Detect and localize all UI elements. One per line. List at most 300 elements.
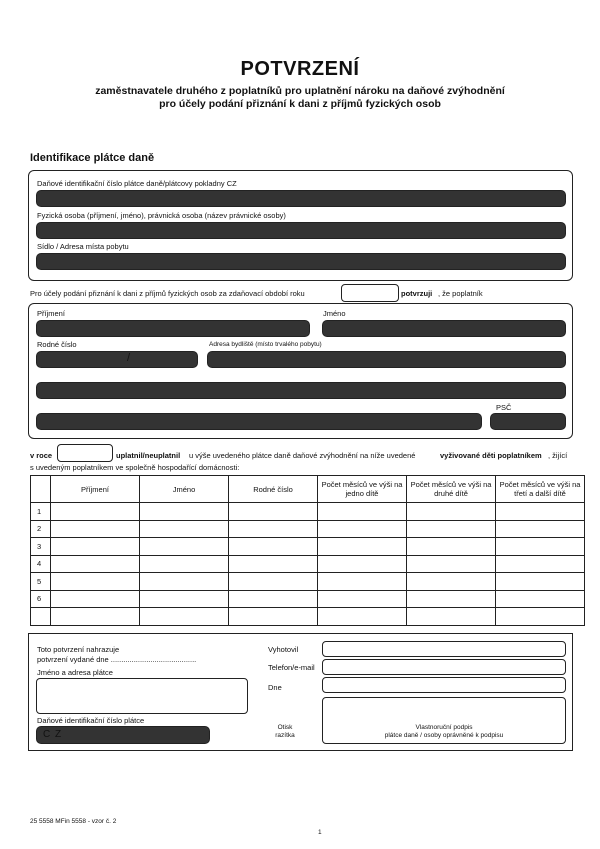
table-cell[interactable] (318, 538, 407, 556)
comb-tick (312, 424, 313, 429)
comb-tick (524, 233, 525, 238)
comb-tick (385, 331, 386, 336)
comb-tick (349, 424, 350, 429)
date-field[interactable] (322, 677, 566, 693)
table-cell[interactable] (51, 520, 140, 538)
comb-tick (149, 331, 150, 336)
comb-tick (174, 201, 175, 206)
comb-tick (299, 424, 300, 429)
comb-tick (149, 393, 150, 398)
comb-tick (174, 362, 175, 367)
table-cell[interactable] (229, 608, 318, 626)
comb-tick (499, 264, 500, 269)
comb-tick (324, 393, 325, 398)
comb-tick (237, 393, 238, 398)
payer-person-label: Fyzická osoba (příjmení, jméno), právnická osoba (název právnické osoby) (37, 211, 286, 220)
comb-tick (424, 393, 425, 398)
comb-tick (62, 424, 63, 429)
comb-tick (274, 393, 275, 398)
v-roce-label: v roce (30, 451, 53, 460)
comb-tick (237, 233, 238, 238)
comb-tick (274, 331, 275, 336)
payer-address-label: Sídlo / Adresa místa pobytu (37, 242, 129, 251)
header-cell-name: Jméno (140, 476, 229, 503)
table-cell[interactable] (229, 573, 318, 591)
comb-tick (187, 362, 188, 367)
comb-tick (137, 424, 138, 429)
comb-tick (49, 264, 50, 269)
payer-name-label: Jméno a adresa plátce (37, 668, 113, 677)
comb-tick (473, 331, 474, 336)
comb-tick (212, 233, 213, 238)
table-cell[interactable] (51, 555, 140, 573)
table-cell[interactable] (407, 503, 496, 521)
payer-address-field[interactable] (36, 253, 566, 270)
table-cell[interactable] (51, 590, 140, 608)
footer-dic-prefix: C Z (43, 729, 63, 740)
header-cell-months-third: Počet měsíců ve výši na třetí a další dítě (496, 476, 585, 503)
comb-tick (287, 264, 288, 269)
comb-tick (74, 331, 75, 336)
comb-tick (535, 331, 536, 336)
comb-tick (274, 233, 275, 238)
comb-tick (374, 424, 375, 429)
table-cell[interactable] (51, 503, 140, 521)
comb-tick (462, 233, 463, 238)
comb-tick (224, 264, 225, 269)
comb-tick (199, 393, 200, 398)
comb-tick (74, 738, 75, 743)
table-cell[interactable] (140, 538, 229, 556)
table-cell[interactable] (229, 555, 318, 573)
comb-tick (162, 738, 163, 743)
comb-tick (124, 331, 125, 336)
comb-tick (274, 424, 275, 429)
table-cell[interactable] (140, 573, 229, 591)
table-cell[interactable] (51, 608, 140, 626)
address-field-3[interactable] (36, 413, 482, 430)
comb-tick (237, 201, 238, 206)
form-code: 25 5558 MFin 5558 - vzor č. 2 (30, 818, 117, 825)
comb-tick (462, 264, 463, 269)
comb-tick (424, 201, 425, 206)
comb-tick (324, 424, 325, 429)
comb-tick (62, 362, 63, 367)
comb-tick (99, 393, 100, 398)
claim-bold2: vyživované děti poplatníkem (440, 451, 542, 460)
row-number: 2 (31, 520, 51, 538)
comb-tick (149, 424, 150, 429)
table-cell[interactable] (318, 590, 407, 608)
comb-tick (399, 201, 400, 206)
claim-mid: u výše uvedeného plátce daně daňové zvýhodnění na níže uvedené (189, 451, 416, 460)
table-cell[interactable] (140, 503, 229, 521)
comb-tick (349, 201, 350, 206)
comb-tick (374, 233, 375, 238)
comb-tick (99, 362, 100, 367)
comb-tick (112, 424, 113, 429)
comb-tick (299, 264, 300, 269)
comb-tick (312, 233, 313, 238)
table-cell[interactable] (496, 555, 585, 573)
comb-tick (74, 233, 75, 238)
table-cell[interactable] (140, 608, 229, 626)
comb-tick (537, 233, 538, 238)
comb-tick (149, 362, 150, 367)
comb-tick (112, 738, 113, 743)
page-number: 1 (318, 829, 322, 836)
confirm-after: , že poplatník (438, 289, 483, 298)
comb-tick (199, 738, 200, 743)
comb-tick (324, 233, 325, 238)
signature-line1: Vlastnoruční podpis (415, 724, 473, 731)
comb-tick (87, 264, 88, 269)
comb-tick (549, 393, 550, 398)
comb-tick (124, 264, 125, 269)
table-cell[interactable] (496, 608, 585, 626)
comb-tick (174, 233, 175, 238)
payer-dic-field[interactable] (36, 190, 566, 207)
payer-dic-label: Daňové identifikační číslo plátce daně/plátcovy pokladny CZ (37, 179, 237, 188)
comb-tick (174, 393, 175, 398)
comb-tick (162, 233, 163, 238)
table-cell[interactable] (229, 520, 318, 538)
table-cell[interactable] (496, 520, 585, 538)
table-row (31, 573, 585, 591)
surname-label: Příjmení (37, 309, 65, 318)
children-table-header-row (31, 476, 585, 503)
row-number: 5 (31, 573, 51, 591)
birth-number-field[interactable] (36, 351, 198, 368)
comb-tick (162, 393, 163, 398)
comb-tick (387, 424, 388, 429)
comb-tick (124, 738, 125, 743)
table-cell[interactable] (318, 503, 407, 521)
psc-field[interactable] (490, 413, 566, 430)
comb-tick (524, 393, 525, 398)
comb-tick (537, 264, 538, 269)
comb-tick (437, 233, 438, 238)
comb-tick (449, 393, 450, 398)
comb-tick (149, 264, 150, 269)
claim-line2: s uvedeným poplatníkem ve společně hospodařící domácnosti: (30, 463, 240, 472)
comb-tick (124, 201, 125, 206)
comb-tick (499, 201, 500, 206)
comb-tick (112, 264, 113, 269)
table-cell[interactable] (496, 573, 585, 591)
comb-tick (149, 233, 150, 238)
table-cell[interactable] (229, 538, 318, 556)
table-cell[interactable] (407, 520, 496, 538)
table-cell[interactable] (318, 555, 407, 573)
subtitle-line1: zaměstnavatele druhého z poplatníků pro uplatnění nároku na daňové zvýhodnění (95, 85, 505, 97)
table-cell[interactable] (407, 573, 496, 591)
table-cell[interactable] (51, 538, 140, 556)
name-field[interactable] (322, 320, 566, 337)
comb-tick (137, 393, 138, 398)
table-cell[interactable] (318, 573, 407, 591)
address-field-2[interactable] (36, 382, 566, 399)
comb-tick (324, 201, 325, 206)
comb-tick (174, 331, 175, 336)
comb-tick (335, 331, 336, 336)
comb-tick (74, 393, 75, 398)
table-row (31, 520, 585, 538)
date-label: Dne (268, 683, 282, 692)
comb-tick (449, 201, 450, 206)
comb-tick (62, 331, 63, 336)
comb-tick (49, 331, 50, 336)
comb-tick (99, 424, 100, 429)
table-row (31, 590, 585, 608)
comb-tick (360, 331, 361, 336)
table-cell[interactable] (229, 590, 318, 608)
comb-tick (262, 264, 263, 269)
comb-tick (553, 424, 554, 429)
comb-tick (474, 393, 475, 398)
table-cell[interactable] (318, 608, 407, 626)
surname-field[interactable] (36, 320, 310, 337)
comb-tick (549, 201, 550, 206)
replaces-line1: Toto potvrzení nahrazuje (37, 645, 120, 654)
claim-bold1: uplatnil/neuplatnil (116, 451, 181, 460)
claim-end: , žijící (548, 451, 568, 460)
comb-tick (387, 393, 388, 398)
table-cell[interactable] (140, 555, 229, 573)
table-cell[interactable] (318, 520, 407, 538)
comb-tick (412, 424, 413, 429)
comb-tick (503, 424, 504, 429)
comb-tick (362, 264, 363, 269)
comb-tick (362, 233, 363, 238)
comb-tick (287, 331, 288, 336)
comb-tick (462, 424, 463, 429)
comb-tick (249, 264, 250, 269)
table-cell[interactable] (496, 538, 585, 556)
comb-tick (149, 738, 150, 743)
phone-field[interactable] (322, 659, 566, 675)
comb-tick (462, 393, 463, 398)
comb-tick (437, 264, 438, 269)
comb-tick (499, 233, 500, 238)
comb-tick (337, 264, 338, 269)
comb-tick (337, 233, 338, 238)
comb-tick (287, 424, 288, 429)
table-cell[interactable] (229, 503, 318, 521)
comb-tick (362, 201, 363, 206)
table-cell[interactable] (496, 503, 585, 521)
comb-tick (560, 331, 561, 336)
comb-tick (74, 424, 75, 429)
comb-tick (137, 201, 138, 206)
table-cell[interactable] (140, 590, 229, 608)
comb-tick (528, 424, 529, 429)
phone-label: Telefon/e-mail (268, 663, 315, 672)
comb-tick (287, 201, 288, 206)
address-field-1[interactable] (207, 351, 566, 368)
footer-dic-label: Daňové identifikační číslo plátce (37, 716, 145, 725)
row-number: 4 (31, 555, 51, 573)
comb-tick (487, 393, 488, 398)
comb-tick (524, 201, 525, 206)
confirm-text: Pro účely podání přiznání k dani z příjmů fyzických osob za zdaňovací období roku (30, 289, 305, 298)
table-cell[interactable] (407, 555, 496, 573)
comb-tick (412, 201, 413, 206)
table-cell[interactable] (496, 590, 585, 608)
confirm-bold: potvrzuji (401, 289, 433, 298)
comb-tick (449, 424, 450, 429)
birth-number-separator: / (127, 352, 131, 364)
comb-tick (262, 201, 263, 206)
comb-tick (374, 264, 375, 269)
comb-tick (362, 424, 363, 429)
comb-tick (499, 393, 500, 398)
table-cell[interactable] (407, 590, 496, 608)
comb-tick (212, 264, 213, 269)
comb-tick (485, 331, 486, 336)
comb-tick (249, 233, 250, 238)
comb-tick (224, 424, 225, 429)
comb-tick (412, 264, 413, 269)
comb-tick (424, 233, 425, 238)
comb-tick (262, 233, 263, 238)
comb-tick (87, 424, 88, 429)
table-cell[interactable] (407, 538, 496, 556)
comb-tick (337, 393, 338, 398)
comb-tick (448, 331, 449, 336)
comb-tick (399, 233, 400, 238)
comb-tick (237, 331, 238, 336)
comb-tick (324, 264, 325, 269)
comb-tick (373, 331, 374, 336)
comb-tick (212, 331, 213, 336)
comb-tick (537, 393, 538, 398)
comb-tick (49, 393, 50, 398)
comb-tick (398, 331, 399, 336)
comb-tick (137, 362, 138, 367)
table-row (31, 555, 585, 573)
name-label: Jméno (323, 309, 346, 318)
comb-tick (49, 362, 50, 367)
comb-tick (516, 424, 517, 429)
table-cell[interactable] (51, 573, 140, 591)
table-row (31, 608, 585, 626)
comb-tick (49, 233, 50, 238)
comb-tick (312, 264, 313, 269)
table-cell[interactable] (140, 520, 229, 538)
issued-by-label: Vyhotovil (268, 645, 299, 654)
comb-tick (274, 201, 275, 206)
header-cell-months-first: Počet měsíců ve výši na jedno dítě (318, 476, 407, 503)
page-title: POTVRZENÍ (240, 58, 360, 80)
comb-tick (424, 264, 425, 269)
comb-tick (524, 264, 525, 269)
comb-tick (262, 331, 263, 336)
comb-tick (199, 424, 200, 429)
comb-tick (387, 201, 388, 206)
comb-tick (548, 331, 549, 336)
comb-tick (137, 264, 138, 269)
comb-tick (224, 331, 225, 336)
comb-tick (510, 331, 511, 336)
payer-person-field[interactable] (36, 222, 566, 239)
comb-tick (224, 233, 225, 238)
comb-tick (187, 331, 188, 336)
row-number (31, 608, 51, 626)
psc-label: PSČ (496, 403, 512, 412)
comb-tick (187, 738, 188, 743)
header-cell-surname: Příjmení (51, 476, 140, 503)
comb-tick (348, 331, 349, 336)
claim-year-field[interactable] (57, 444, 113, 462)
comb-tick (87, 233, 88, 238)
payer-name-address-field[interactable] (36, 678, 248, 714)
comb-tick (187, 424, 188, 429)
comb-tick (399, 393, 400, 398)
comb-tick (99, 233, 100, 238)
comb-tick (435, 331, 436, 336)
comb-tick (137, 738, 138, 743)
row-number: 6 (31, 590, 51, 608)
comb-tick (299, 331, 300, 336)
comb-tick (262, 424, 263, 429)
comb-tick (49, 201, 50, 206)
year-field[interactable] (341, 284, 399, 302)
comb-tick (287, 233, 288, 238)
section-heading-payer: Identifikace plátce daně (30, 152, 155, 164)
table-cell[interactable] (407, 608, 496, 626)
comb-tick (124, 362, 125, 367)
comb-tick (299, 233, 300, 238)
comb-tick (424, 424, 425, 429)
comb-tick (87, 738, 88, 743)
comb-tick (437, 393, 438, 398)
comb-tick (62, 264, 63, 269)
comb-tick (487, 201, 488, 206)
comb-tick (299, 201, 300, 206)
comb-tick (437, 201, 438, 206)
birth-number-label: Rodné číslo (37, 340, 77, 349)
comb-tick (512, 393, 513, 398)
comb-tick (124, 233, 125, 238)
comb-tick (460, 331, 461, 336)
comb-tick (199, 331, 200, 336)
comb-tick (312, 393, 313, 398)
comb-tick (62, 201, 63, 206)
comb-tick (174, 264, 175, 269)
comb-tick (212, 201, 213, 206)
comb-tick (74, 362, 75, 367)
comb-tick (287, 393, 288, 398)
comb-tick (262, 393, 263, 398)
row-number: 3 (31, 538, 51, 556)
issued-by-field[interactable] (322, 641, 566, 657)
comb-tick (249, 331, 250, 336)
comb-tick (537, 201, 538, 206)
comb-tick (187, 264, 188, 269)
comb-tick (337, 424, 338, 429)
comb-tick (399, 424, 400, 429)
replaces-line2: potvrzení vydané dne ......................................... (37, 655, 197, 664)
comb-tick (474, 233, 475, 238)
comb-tick (541, 424, 542, 429)
comb-tick (512, 233, 513, 238)
row-number: 1 (31, 503, 51, 521)
subtitle-line2: pro účely podání přiznání k dani z příjmů fyzických osob (159, 98, 441, 110)
comb-tick (137, 331, 138, 336)
comb-tick (99, 264, 100, 269)
comb-tick (112, 331, 113, 336)
